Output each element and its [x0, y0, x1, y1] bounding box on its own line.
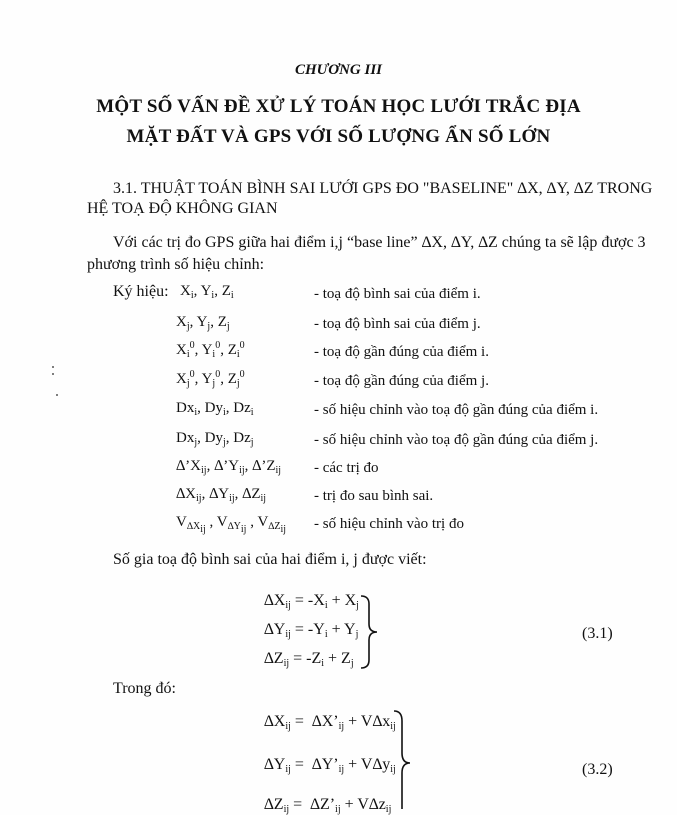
notation-desc-2: - toạ độ bình sai của điểm j. [314, 316, 481, 332]
notation-desc-9: - số hiệu chỉnh vào trị đo [314, 516, 464, 532]
section-heading-line-1: 3.1. THUẬT TOÁN BÌNH SAI LƯỚI GPS ĐO "BASELINE" ∆X, ∆Y, ∆Z TRONG [113, 180, 653, 197]
notation-symbol-xyz0-i: $X_i^0$, $Y_i^0$, $Z_i^0$ [176, 340, 245, 360]
notation-symbol-xyz-i: $X_i$, $Y_i$, $Z_i$ [180, 283, 234, 301]
section-heading-line-2: HỆ TOẠ ĐỘ KHÔNG GIAN [87, 200, 278, 217]
notation-symbol-adjusted: $\Delta X_{ij}$, $\Delta Y_{ij}$, $\Delta Z_{ij}$ [176, 486, 267, 504]
notation-desc-7: - các trị đo [314, 460, 379, 476]
notation-desc-4: - toạ độ gần đúng của điểm j. [314, 373, 489, 389]
chapter-title-line-2: MẶT ĐẤT VÀ GPS VỚI SỐ LƯỢNG ẨN SỐ LỚN [126, 126, 551, 147]
notation-desc-1: - toạ độ bình sai của điểm i. [314, 286, 481, 302]
chapter-title-line-1: MỘT SỐ VẤN ĐỀ XỬ LÝ TOÁN HỌC LƯỚI TRẮC ĐỊA [96, 96, 581, 117]
eq1-line-1: $\Delta X_{ij} = -X_i + X_j$ [264, 592, 359, 611]
chapter-label: CHƯƠNG III [294, 62, 383, 78]
eq2-line-3: $\Delta Z_{ij}$ = $\Delta Z’_{ij} + V\Delta z_{ij}$ [264, 796, 392, 815]
scan-speck [56, 394, 58, 396]
notation-symbol-measured: $\Delta’X_{ij}$, $\Delta’Y_{ij}$, $\Delta’Z_{ij}$ [176, 458, 282, 476]
notation-symbol-d-i: $Dx_i$, $Dy_i$, $Dz_i$ [176, 400, 254, 418]
notation-desc-3: - toạ độ gần đúng của điểm i. [314, 344, 489, 360]
scan-speck [52, 373, 54, 375]
notation-symbol-d-j: $Dx_j$, $Dy_j$, $Dz_j$ [176, 430, 254, 448]
eq1-line-3: $\Delta Z_{ij} = -Z_i + Z_j$ [264, 650, 354, 669]
notation-symbol-corrections: $V_{\Delta X_{ij}}$ , $V_{\Delta Y_{ij}}$ , $V_{\Delta Z_{ij}}$ [176, 514, 287, 535]
where-text: Trong đó: [113, 680, 176, 697]
notation-label: Ký hiệu: [113, 283, 169, 300]
eq1-brace [358, 594, 380, 670]
intro-line-1: Với các trị đo GPS giữa hai điểm i,j “base line” ∆X, ∆Y, ∆Z chúng ta sẽ lập được 3 [113, 234, 646, 251]
intro-line-2: phương trình số hiệu chỉnh: [87, 256, 265, 273]
notation-symbol-xyz0-j: $X_j^0$, $Y_j^0$, $Z_j^0$ [176, 369, 245, 389]
notation-symbol-xyz-j: $X_j$, $Y_j$, $Z_j$ [176, 314, 230, 332]
scan-speck [52, 366, 54, 368]
increment-text: Số gia toạ độ bình sai của hai điểm i, j được viết: [113, 551, 427, 568]
notation-desc-8: - trị đo sau bình sai. [314, 488, 434, 504]
eq1-line-2: $\Delta Y_{ij} = -Y_i + Y_j$ [264, 621, 359, 640]
notation-desc-5: - số hiệu chỉnh vào toạ độ gần đúng của điểm i. [314, 402, 599, 418]
notation-desc-6: - số hiệu chỉnh vào toạ độ gần đúng của điểm j. [314, 432, 599, 448]
eq2-brace [391, 709, 413, 809]
eq2-line-1: $\Delta X_{ij}$ = $\Delta X’_{ij} + V\Delta x_{ij}$ [264, 713, 396, 732]
eq1-number: (3.1) [582, 625, 613, 642]
eq2-number: (3.2) [582, 761, 613, 778]
eq2-line-2: $\Delta Y_{ij}$ = $\Delta Y’_{ij} + V\Delta y_{ij}$ [264, 756, 396, 775]
